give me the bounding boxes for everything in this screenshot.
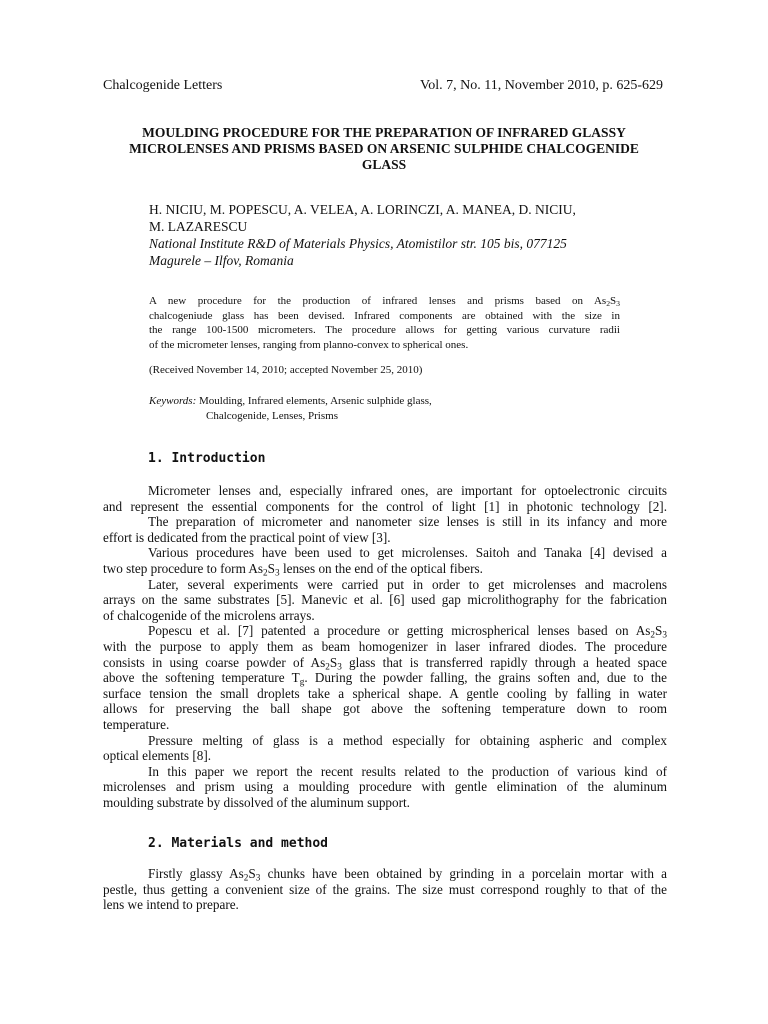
affiliation-line: Magurele – Ilfov, Romania [149, 253, 294, 268]
introduction-body [103, 483, 667, 810]
text-line: Pressure melting of glass is a method especially for obtaining aspheric and complex [148, 732, 667, 748]
title-line: GLASS [361, 157, 407, 172]
text-line: temperature. [103, 716, 170, 732]
running-header [103, 78, 663, 94]
text-line: microlenses and prism using a moulding procedure with gentle elimination of the aluminum [103, 779, 667, 795]
citation-info: Vol. 7, No. 11, November 2010, p. 625-629 [419, 78, 663, 93]
abstract-line: A new procedure for the production of infrared lenses and prisms based on $As_2S_3$ [149, 295, 620, 308]
section-heading-introduction: 1. Introduction [148, 451, 266, 466]
journal-name: Chalcogenide Letters [103, 78, 223, 93]
text-line: moulding substrate by dissolved of the aluminum support. [103, 794, 410, 810]
text-line: lens we intend to prepare. [103, 897, 239, 913]
text-line: allows for preserving the ball shape got above the softening temperature down to room [103, 701, 667, 717]
text-line: Later, several experiments were carried put in order to get microlenses and macrolens [148, 576, 667, 592]
affiliation [149, 235, 649, 269]
text-line: surface tension the small droplets take a spherical shape. A gentle cooling by falling in water [103, 685, 667, 701]
text-line: Firstly glassy $As_2S_3$ chunks have been obtained by grinding in a porcelain mortar with a [148, 866, 668, 883]
materials-body [103, 866, 667, 913]
text-line: Popescu et al. [7] patented a procedure or getting microspherical lenses based on $As_2S_3$ [148, 623, 667, 640]
text-line: effort is dedicated from the practical point of view [3]. [103, 529, 391, 545]
abstract-line: the range 100-1500 micrometers. The procedure allows for getting various curvature radii [149, 324, 620, 337]
affiliation-line: National Institute R&D of Materials Physics, Atomistilor str. 105 bis, 077125 [149, 236, 567, 251]
text-line: above the softening temperature $T_g$. During the powder falling, the grains soften and, due to the [103, 670, 667, 687]
keywords-line: Chalcogenide, Lenses, Prisms [206, 409, 338, 422]
paper-title [80, 125, 688, 173]
title-line: MICROLENSES AND PRISMS BASED ON ARSENIC SULPHIDE CHALCOGENIDE [129, 141, 639, 156]
authors-line: H. NICIU, M. POPESCU, A. VELEA, A. LORINCZI, A. MANEA, D. NICIU, [149, 202, 576, 217]
text-line: Micrometer lenses and, especially infrared ones, are important for optoelectronic circuits [148, 483, 667, 498]
text-line: two step procedure to form $As_2S_3$ lenses on the end of the optical fibers. [103, 560, 483, 578]
text-line: In this paper we report the recent results related to the production of various kind of [148, 763, 667, 779]
text-line: pestle, thus getting a convenient size of the grains. The size must correspond roughly to that of the [103, 881, 667, 897]
text-line: Various procedures have been used to get microlenses. Saitoh and Tanaka [4] devised a [148, 545, 667, 561]
abstract-line: chalcogeniude glass has been devised. Infrared components are obtained with the size in [149, 309, 620, 322]
text-line: The preparation of micrometer and nanometer size lenses is still in its infancy and more [148, 514, 667, 530]
text-line: optical elements [8]. [103, 748, 212, 764]
abstract [149, 294, 620, 352]
authors-line: M. LAZARESCU [149, 219, 248, 234]
keywords-line: Moulding, Infrared elements, Arsenic sulphide glass, [196, 395, 432, 407]
text-line: of chalcogenide of the microlens arrays. [103, 607, 315, 623]
keywords-label: Keywords: [149, 395, 197, 407]
text-line: arrays on the same substrates [5]. Manevic et al. [6] used gap microlithography for the fabrication [103, 592, 667, 608]
keywords [149, 394, 432, 423]
section-heading-materials-and-method: 2. Materials and method [148, 836, 329, 851]
received-dates: (Received November 14, 2010; accepted November 25, 2010) [149, 364, 423, 376]
text-line: with the purpose to apply them as beam homogenizer in laser infrared diodes. The procedure [103, 638, 667, 654]
title-line: MOULDING PROCEDURE FOR THE PREPARATION OF INFRARED GLASSY [142, 125, 626, 140]
abstract-line: of the micrometer lenses, ranging from planno-convex to spherical ones. [149, 338, 469, 351]
text-line: and represent the essential components for the control of light [1] in photonic technology [2]. [103, 498, 667, 514]
text-line: consists in using coarse powder of $As_2S_3$ glass that is transferred rapidly through a heated space [103, 654, 667, 671]
author-block [149, 201, 649, 269]
